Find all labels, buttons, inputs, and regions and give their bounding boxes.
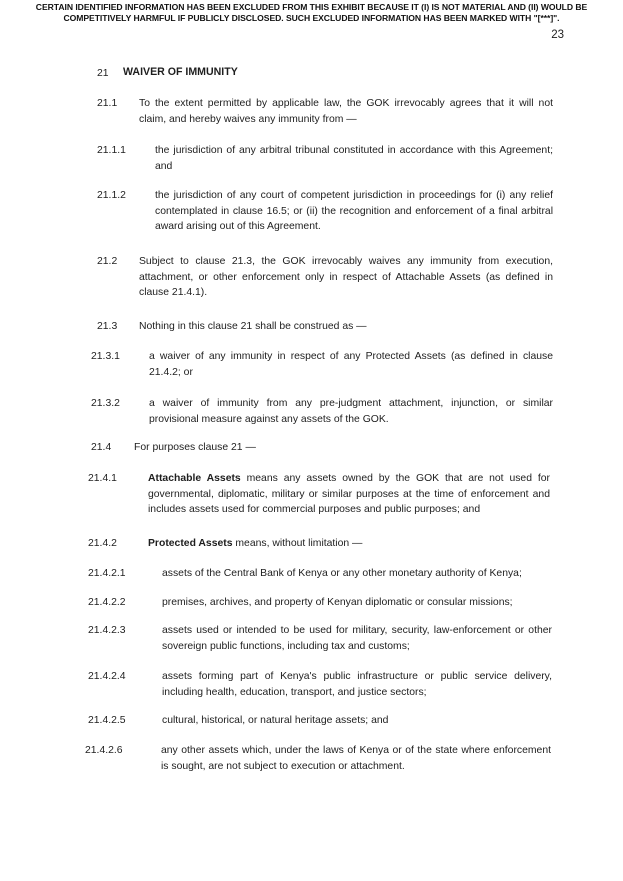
clause-number: 21.4.2.2	[88, 597, 126, 608]
clause-text: any other assets which, under the laws of Kenya or of the state where enforcement is sought, are not subject to execution or attachment.	[161, 745, 551, 772]
clause-number: 21.1	[97, 98, 118, 109]
clause-text: Subject to clause 21.3, the GOK irrevocably waives any immunity from execution, attachment, or other enforcement only in respect of Attachable Assets (as defined in clause 21.4.1).	[139, 256, 553, 298]
clause-number: 21.3	[97, 321, 118, 332]
clause-number: 21.3.1	[91, 351, 120, 362]
clause-text: a waiver of immunity from any pre-judgment attachment, injunction, or similar provisional measure against any assets of the GOK.	[149, 398, 553, 425]
definition-text: means, without limitation —	[232, 538, 363, 549]
clause-number: 21.4.2.1	[88, 568, 126, 579]
clause-text: To the extent permitted by applicable law, the GOK irrevocably agrees that it will not claim, and hereby waives any immunity from —	[139, 98, 553, 125]
defined-term: Attachable Assets	[148, 473, 241, 484]
clause-number: 21.4.1	[88, 473, 117, 484]
clause-number: 21.1.2	[97, 190, 126, 201]
clause-number: 21.4.2	[88, 538, 117, 549]
clause-text: For purposes clause 21 —	[134, 442, 256, 453]
clause-text: assets of the Central Bank of Kenya or any other monetary authority of Kenya;	[162, 568, 522, 579]
clause-text: premises, archives, and property of Kenyan diplomatic or consular missions;	[162, 597, 513, 608]
confidentiality-notice: CERTAIN IDENTIFIED INFORMATION HAS BEEN EXCLUDED FROM THIS EXHIBIT BECAUSE IT (I) IS NOT MATERIAL AND (II) WOULD BE COMPETITIVELY HARMFUL IF PUBLICLY DISCLOSED. SUCH EXCLUDED INFORMATION HAS BEEN MARKED WITH "[***]".	[35, 2, 588, 23]
clause-number: 21.4	[91, 442, 112, 453]
clause-number: 21.4.2.3	[88, 625, 126, 636]
clause-number: 21.1.1	[97, 145, 126, 156]
clause-text	[148, 536, 550, 552]
clause-text: Nothing in this clause 21 shall be construed as —	[139, 321, 367, 332]
page-number: 23	[551, 29, 564, 41]
clause-number: 21.4.2.6	[85, 745, 123, 756]
clause-text: a waiver of any immunity in respect of any Protected Assets (as defined in clause 21.4.2; or	[149, 351, 553, 378]
section-number: 21	[97, 68, 109, 79]
clause-text	[148, 471, 550, 518]
definition-text: means any assets owned by the GOK that are not used for governmental, diplomatic, military or similar purposes at the time of enforcement and includes assets used for commercial purposes and public purposes; and	[148, 473, 551, 515]
clause-number: 21.4.2.5	[88, 715, 126, 726]
clause-text: the jurisdiction of any court of competent jurisdiction in proceedings for (i) any relief contemplated in clause 16.5; or (ii) the recognition and enforcement of a final arbitral award arising out of this Agreement.	[155, 190, 553, 232]
clause-text: assets used or intended to be used for military, security, law-enforcement or other sovereign public functions, including tax and customs;	[162, 625, 552, 652]
clause-number: 21.4.2.4	[88, 671, 126, 682]
clause-number: 21.3.2	[91, 398, 120, 409]
clause-text: assets forming part of Kenya's public infrastructure or public service delivery, including health, education, transport, and justice sectors;	[162, 671, 552, 698]
defined-term: Protected Assets	[148, 538, 233, 549]
clause-number: 21.2	[97, 256, 118, 267]
clause-text: cultural, historical, or natural heritage assets; and	[162, 715, 389, 726]
clause-text: the jurisdiction of any arbitral tribunal constituted in accordance with this Agreement; and	[155, 145, 553, 172]
section-title: WAIVER OF IMMUNITY	[123, 66, 238, 78]
